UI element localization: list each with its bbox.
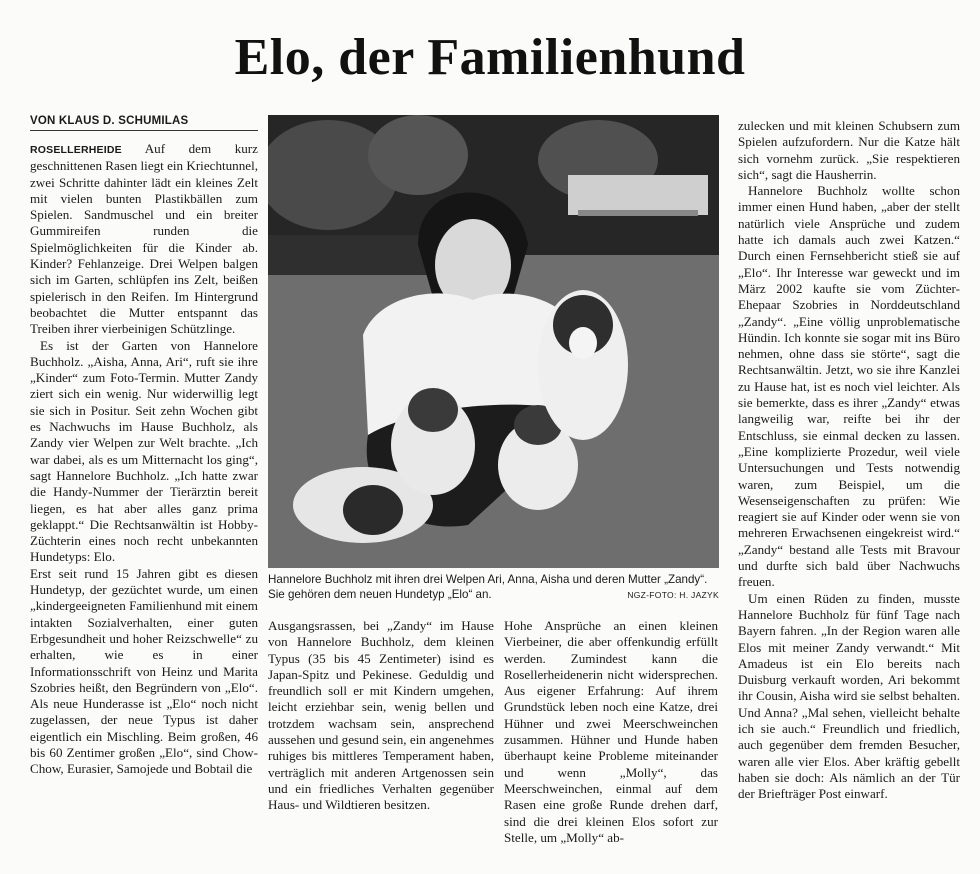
dateline: ROSELLERHEIDE [30, 144, 122, 156]
paragraph: Erst seit rund 15 Jahren gibt es diesen Hundetyp, der gezüchtet wurde, um einen „kindergeeigneten Familienhund mit einem intakten Sozialverhalten, einer guten Erbgesundheit und hoher Reizschwelle“ zu erhalten, wie es in einer Informationsschrift von Heinz und Marita Szobries heißt, den Begründern von „Elo“. Als neue Hunderasse ist „Elo“ noch nicht zugelassen, der neue Typus ist daher eigentlich ein Mischling. Beim großen, 46 bis 60 Zentimer großen „Elo“, sind Chow-Chow, Eurasier, Samojede und Bobtail die [30, 565, 258, 777]
paragraph: Hohe Ansprüche an einen kleinen Vierbeiner, die aber offenkundig erfüllt werden. Zumindest kann die Rosellerheidenerin nicht widersprechen. Aus eigener Erfahrung: Auf ihrem Grundstück leben noch eine Katze, drei Hühner und zwei Meerschweinchen zusammen. Hühner und Hunde haben überhaupt keine Probleme miteinander und wenn „Molly“, das Meerschweinchen, einmal auf dem Rasen eine große Runde drehen darf, sind die drei kleinen Elos sofort zur Stelle, um „Molly“ ab- [504, 618, 718, 845]
paragraph: Um einen Rüden zu finden, musste Hannelore Buchholz für fünf Tage nach Bayern fahren. „In der Region waren alle Elos mit meiner Zandy verwandt.“ Mit Amadeus ist ein Elo bereits nach Duisburg verkauft worden, Ari bekommt ihr Cousin, Aisha wird sie selbst behalten. Und Anna? „Mal sehen, vielleicht behalte ich sie auch.“ Freundlich und friedlich, auch gegenüber dem fremden Besucher, waren alle vier Elos. Aber kräftig gebellt haben sie doch: Als nämlich an der Tür der Briefträger Post einwarf. [738, 590, 960, 802]
paragraph: Es ist der Garten von Hannelore Buchholz. „Aisha, Anna, Ari“, ruft sie ihre „Kinder“ zum Foto-Termin. Mutter Zandy ziert sich ein wenig. Nur widerwillig legt sie sich in Positur. Seit zehn Wochen gibt es Nachwuchs im Hause Buchholz, als Zandy vier Welpen zur Welt brachte. „Ich war dabei, als es um Mitternacht los ging“, sagt Hannelore Buchholz. „Ich hatte zwar die Handy-Nummer der Tierärztin bereit liegen, es hat aber alles ganz prima geklappt.“ Die Rechtsanwältin ist Hobby-Züchterin eines noch recht unbekannten Hundetyps: Elo. [30, 337, 258, 565]
paragraph [30, 141, 258, 338]
photo-caption: Hannelore Buchholz mit ihren drei Welpen Ari, Anna, Aisha und deren Mutter „Zandy“. Sie gehören dem neuen Hundetyp „Elo“ an. [268, 573, 708, 601]
article-column-1 [30, 141, 258, 778]
photo-illustration [268, 115, 719, 568]
article-column-2 [268, 618, 494, 814]
article-column-4 [738, 118, 960, 802]
paragraph-text: Auf dem kurz geschnittenen Rasen liegt ein Kriechtunnel, zwei Schritte dahinter lädt ein kleines Zelt mit vielen bunten Plastikbällen zum Spielen. Sandmuschel und ein breiter Gummireifen runden die Spielmöglichkeiten für die Kinder ab. Kinder? Fehlanzeige. Drei Welpen balgen sich im Garten, schlüpfen ins Zelt, beißen spielerisch in den Reifen. Im Hintergrund beobachtet die Mutter entspannt das Treiben ihrer vierbeinigen Schützlinge. [30, 141, 258, 337]
paragraph: Hannelore Buchholz wollte schon immer einen Hund haben, „aber der stellt natürlich viele Ansprüche und zudem hatte ich damals auch zwei Katzen.“ Durch einen Fernsehbericht stieß sie auf „Elo“. Ihr Interesse war geweckt und im März 2002 kaufte sie vom Züchter-Ehepaar Szobries in Norddeutschland „Zandy“. „Eine völlig unproblematische Hündin. Ich konnte sie sogar mit ins Büro nehmen, ohne dass sie störte“, sagt die Rechtsanwältin. Jetzt, wo sie ihre Kanzlei zu Hause hat, ist es noch viel leichter. Als sie bemerkte, dass es ihrer „Zandy“ etwas langweilig war, reifte bei ihr der Entschluss, sie einmal decken zu lassen. „Eine komplizierte Prozedur, weil viele Untersuchungen und Tests notwendig waren, zum Beispiel, um die Wesenseigenschaften zu prüfen: Wie reagiert sie auf Kinder oder wenn sie von mehreren Erwachsenen eingekreist wird.“ „Zandy“ bestand alle Tests mit Bravour und durfte sich bald über Nachwuchs freuen. [738, 183, 960, 590]
photo-credit: NGZ-FOTO: H. JAZYK [627, 590, 719, 600]
article-column-3 [504, 618, 718, 846]
article-photo [268, 115, 719, 568]
byline: VON KLAUS D. SCHUMILAS [30, 115, 258, 131]
paragraph: Ausgangsrassen, bei „Zandy“ im Hause von Hannelore Buchholz, dem kleinen Typus (35 bis 45 Zentimeter) isind es Japan-Spitz und Pekinese. Geduldig und freundlich soll er mit Kindern umgehen, leicht erziehbar sein, wenig bellen und trotzdem wachsam sein, ansprechend aussehen und gesund sein, ein angenehmes ruhiges bis mittleres Temperament haben, verträglich mit anderen Artgenossen sein und ein friedliches Verhalten gegenüber Haus- und Wildtieren besitzen. [268, 618, 494, 813]
headline: Elo, der Familienhund [234, 29, 746, 86]
paragraph: zulecken und mit kleinen Schubsern zum Spielen aufzufordern. Nur die Katze hält sich vornehm zurück. „Sie respektieren sich“, sagt die Hausherrin. [738, 118, 960, 182]
